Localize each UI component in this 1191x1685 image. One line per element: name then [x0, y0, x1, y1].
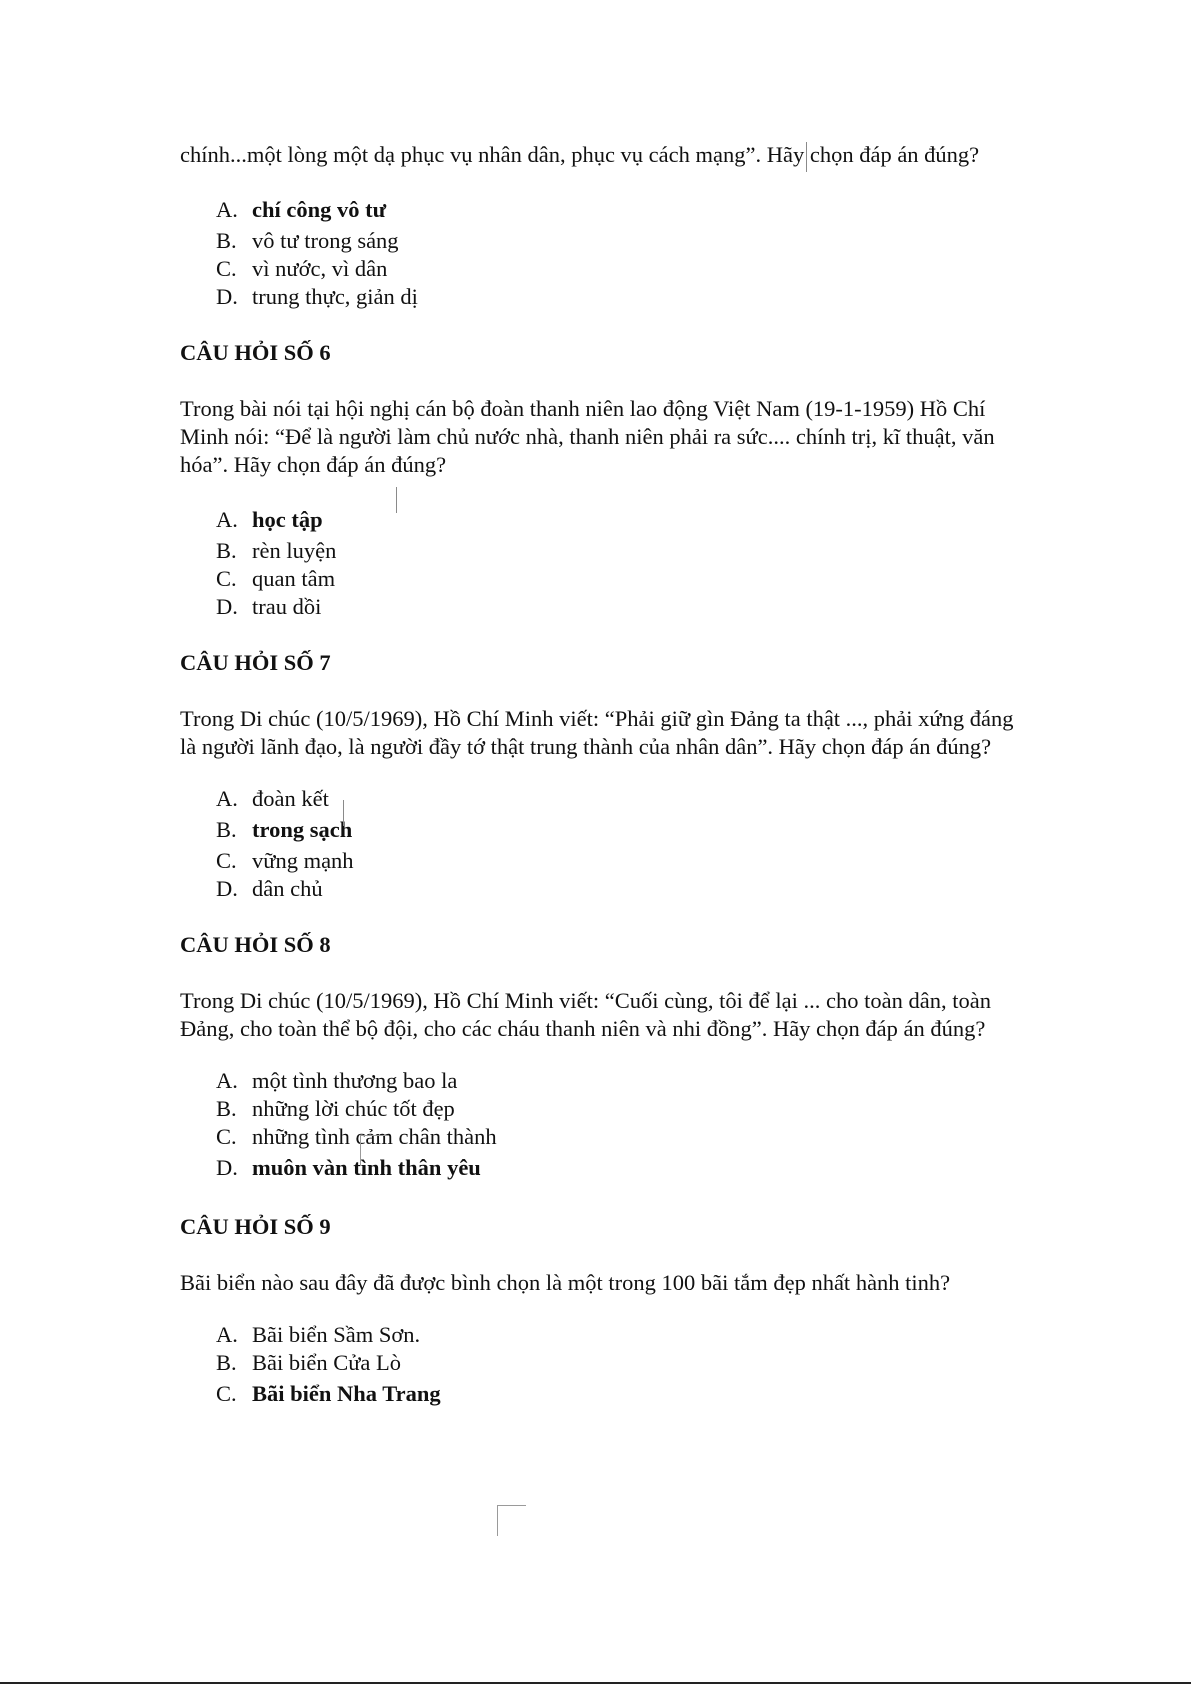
option-c: C. quan tâm — [216, 566, 336, 591]
question-9-text: Bãi biển nào sau đây đã được bình chọn là một trong 100 bãi tắm đẹp nhất hành tinh? — [180, 1270, 951, 1295]
question-7-options — [216, 785, 1020, 903]
option-a: A. một tình thương bao la — [216, 1068, 458, 1093]
question-8-options — [216, 1067, 1020, 1182]
question-6-text: Trong bài nói tại hội nghị cán bộ đoàn thanh niên lao động Việt Nam (19-1-1959) Hồ Chí Minh nói: “Để là người làm chủ nước nhà, thanh niên phải ra sức.... chính trị, kĩ thuật, văn hóa”. Hãy chọn đáp án đúng? — [180, 396, 995, 477]
option-d: D. dân chủ — [216, 876, 323, 901]
option-c: C. vững mạnh — [216, 848, 354, 873]
option-b: B. trong sạch — [216, 817, 353, 842]
text-cursor-mark — [396, 487, 397, 513]
option-a: A. đoàn kết — [216, 786, 329, 811]
option-a: A. chí công vô tư — [216, 197, 387, 222]
option-d: D. trau dồi — [216, 594, 322, 619]
text-cursor-mark — [806, 142, 807, 172]
option-c: C. vì nước, vì dân — [216, 256, 388, 281]
option-b: B. Bãi biển Cửa Lò — [216, 1350, 402, 1375]
text-cursor-mark — [343, 800, 344, 826]
question-7-text: Trong Di chúc (10/5/1969), Hồ Chí Minh viết: “Phải giữ gìn Đảng ta thật ..., phải xứng đáng là người lãnh đạo, là người đầy tớ thật trung thành của nhân dân”. Hãy chọn đáp án đúng? — [180, 706, 1014, 759]
option-b: B. vô tư trong sáng — [216, 228, 399, 253]
question-6-options — [216, 506, 1020, 621]
frame-corner-mark — [360, 1135, 389, 1166]
option-c: C. những tình cảm chân thành — [216, 1124, 497, 1149]
frame-corner-mark — [497, 1505, 526, 1536]
document-page — [180, 141, 1020, 1411]
page-bottom-edge — [0, 1682, 1191, 1684]
question-9-title: CÂU HỎI SỐ 9 — [180, 1214, 331, 1239]
option-a: A. học tập — [216, 507, 323, 532]
question-5-options — [216, 196, 1020, 311]
question-5-text-continuation: chính...một lòng một dạ phục vụ nhân dân, phục vụ cách mạng”. Hãy chọn đáp án đúng? — [180, 142, 980, 167]
question-8-text: Trong Di chúc (10/5/1969), Hồ Chí Minh viết: “Cuối cùng, tôi để lại ... cho toàn dân, toàn Đảng, cho toàn thể bộ đội, cho các cháu thanh niên và nhi đồng”. Hãy chọn đáp án đúng? — [180, 988, 991, 1041]
question-9-options — [216, 1321, 1020, 1408]
question-8-title: CÂU HỎI SỐ 8 — [180, 932, 331, 957]
question-6-title: CÂU HỎI SỐ 6 — [180, 340, 331, 365]
option-b: B. rèn luyện — [216, 538, 337, 563]
option-c: C. Bãi biển Nha Trang — [216, 1381, 441, 1406]
option-a: A. Bãi biển Sầm Sơn. — [216, 1322, 421, 1347]
question-7-title: CÂU HỎI SỐ 7 — [180, 650, 331, 675]
option-b: B. những lời chúc tốt đẹp — [216, 1096, 455, 1121]
option-d: D. muôn vàn tình thân yêu — [216, 1155, 481, 1180]
option-d: D. trung thực, giản dị — [216, 284, 418, 309]
